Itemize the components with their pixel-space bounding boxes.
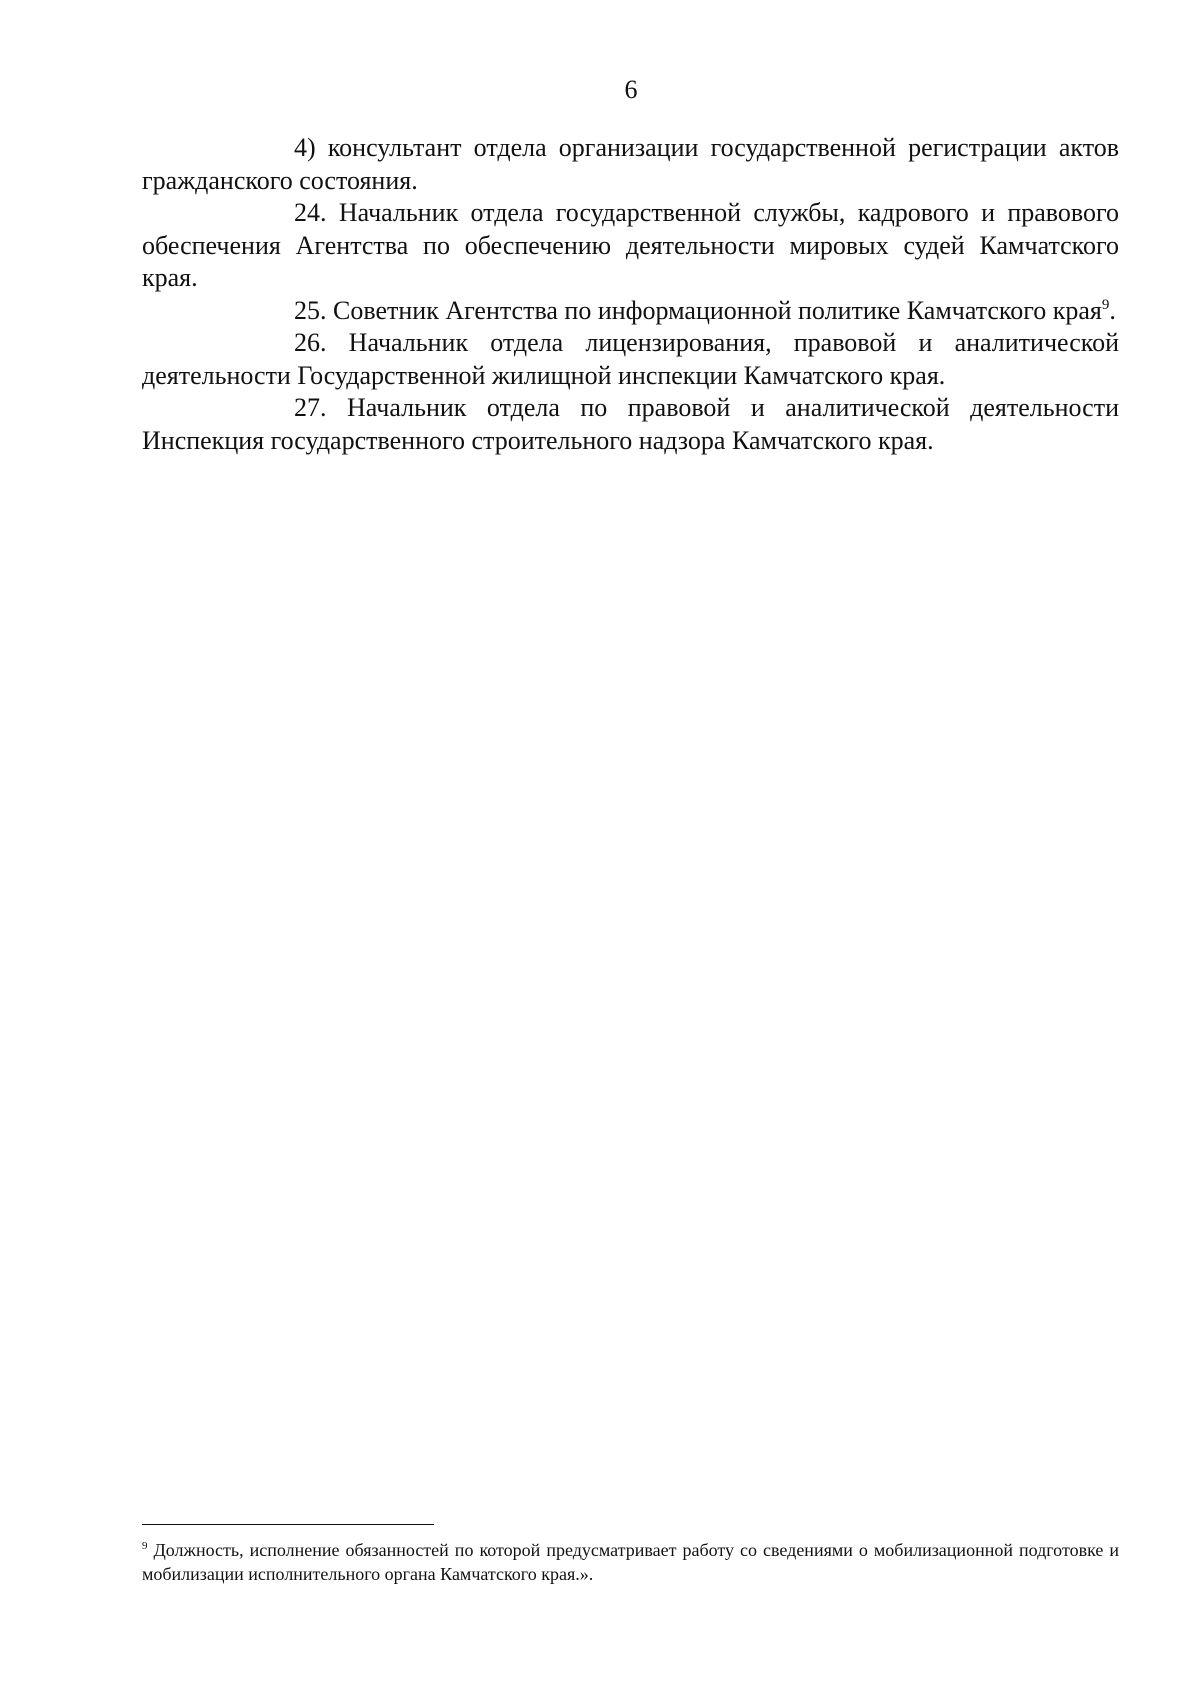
item-number: 26. — [294, 328, 327, 357]
list-item — [142, 295, 1119, 328]
list-item — [142, 327, 1119, 392]
document-body — [142, 132, 1119, 457]
item-text: Начальник отдела по правовой и аналитической деятельности Инспекция государственного строительного надзора Камчатского края. — [142, 393, 1119, 455]
footnote — [142, 1538, 1119, 1586]
footnote-separator — [142, 1524, 434, 1525]
list-item — [142, 132, 1119, 197]
item-text: Начальник отдела лицензирования, правовой и аналитической деятельности Государственной жилищной инспекции Камчатского края. — [142, 328, 1119, 390]
item-text: консультант отдела организации государственной регистрации актов гражданского состояния. — [142, 133, 1119, 195]
item-number: 24. — [294, 198, 327, 227]
item-text: Советник Агентства по информационной политике Камчатского края — [333, 295, 1102, 325]
item-number: 25. — [294, 295, 327, 325]
footnote-marker: 9 — [142, 1540, 148, 1552]
item-number: 4) — [294, 133, 316, 162]
footnote-reference[interactable]: 9 — [1101, 296, 1110, 313]
item-number: 27. — [294, 393, 327, 422]
footnote-text: Должность, исполнение обязанностей по которой предусматривает работу со сведениями о мобилизационной подготовке и мобилизации исполнительного органа Камчатского края.». — [142, 1540, 1120, 1584]
list-item — [142, 392, 1119, 457]
item-text: Начальник отдела государственной службы, кадрового и правового обеспечения Агентства по обеспечению деятельности мировых судей Камчатского края. — [142, 198, 1120, 292]
item-text-tail: . — [1109, 295, 1116, 325]
page-number: 6 — [624, 75, 638, 104]
list-item — [142, 197, 1119, 295]
